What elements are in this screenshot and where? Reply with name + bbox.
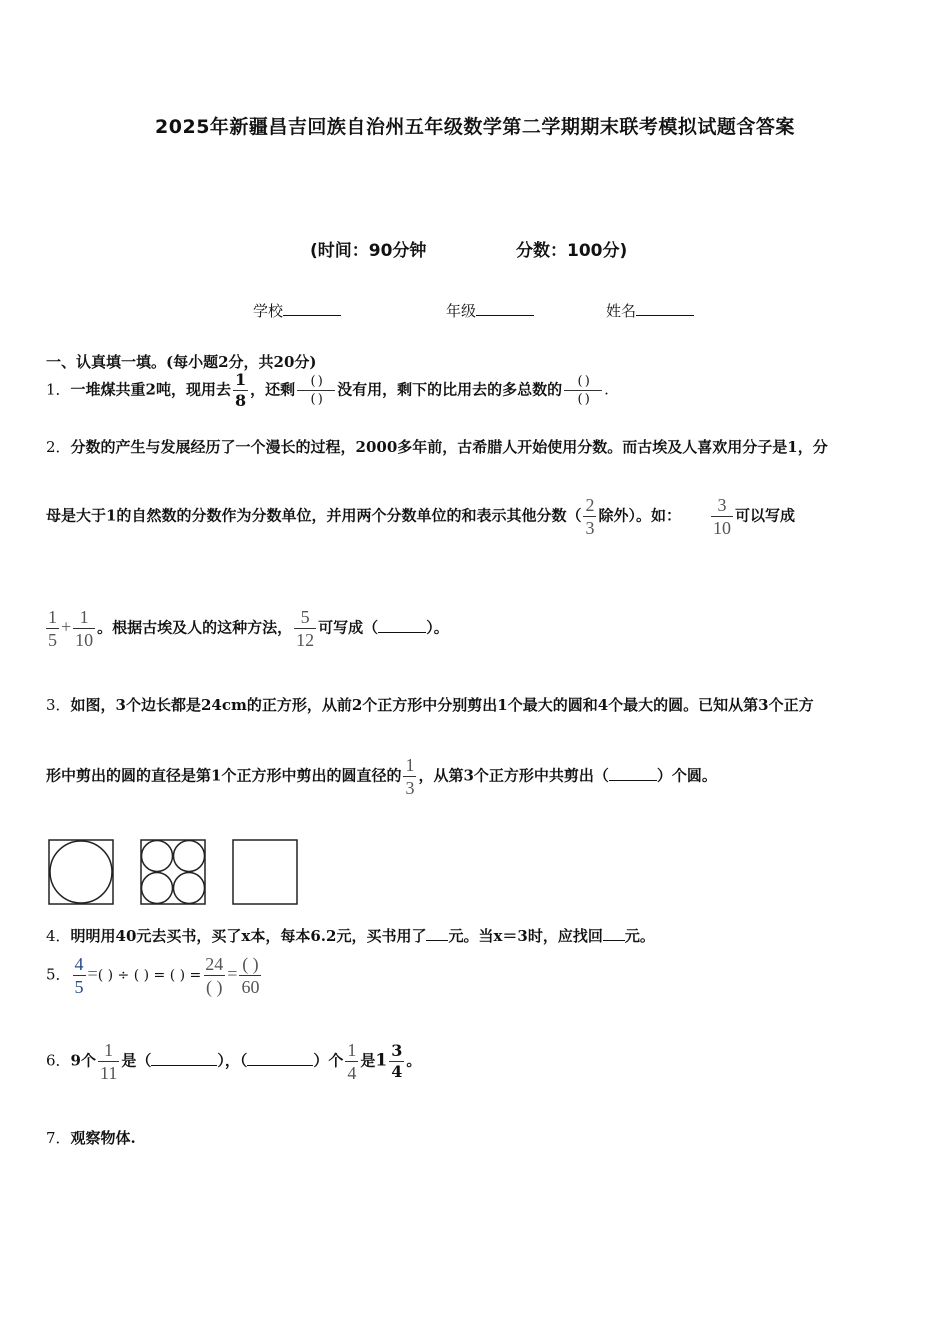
q6-text-1: 9个 [70, 1051, 96, 1070]
q6-mixed-whole: 1 [375, 1050, 388, 1071]
q4-text-1: 明明用40元去买书，买了x本，每本6.2元，买书用了 [70, 927, 427, 945]
q3-text-line-2a: 形中剪出的圆的直径是第1个正方形中剪出的圆直径的 [46, 766, 402, 785]
question-2-line-1 [46, 436, 828, 457]
q2-fraction-5-12: $\frac{5}{12}$ [296, 607, 315, 650]
q3-figure [46, 836, 302, 908]
name-blank [636, 315, 694, 316]
q3-fraction-1-3: $\frac{1}{3}$ [405, 755, 415, 798]
square-2-circle-1 [142, 841, 173, 872]
q5-equals-2: = [227, 963, 238, 984]
q2-text-line-3c: ）。 [426, 618, 449, 637]
q7-text: 观察物体. [70, 1129, 136, 1147]
q7-number: 7． [46, 1129, 71, 1147]
name-label: 姓名 [606, 302, 637, 320]
question-6 [46, 1041, 421, 1082]
school-label: 学校 [253, 302, 284, 320]
q5-middle: ( ) ÷ ( ) = ( ) = [97, 967, 202, 984]
q5-fraction-4-5: $\frac{4}{5}$ [74, 954, 84, 997]
q1-text-1: 一堆煤共重2吨，现用去 [70, 380, 231, 399]
q6-fraction-1-11: $\frac{1}{11}$ [99, 1040, 118, 1083]
q2-text-line-2c: 可以写成 [734, 506, 795, 525]
q6-blank-2 [247, 1065, 313, 1066]
q4-blank-1 [426, 940, 448, 941]
grade-label: 年级 [446, 302, 477, 320]
q6-text-2: 是（ [121, 1051, 152, 1070]
q2-plus: + [61, 616, 72, 637]
q3-number: 3． [46, 696, 71, 714]
section-heading: 一、认真填一填。(每小题2分，共20分) [46, 353, 317, 371]
q4-text-3: 元。 [624, 927, 655, 945]
q2-fraction-1-5: $\frac{1}{5}$ [48, 607, 57, 650]
q2-fraction-3-10: $\frac{3}{10}$ [712, 495, 731, 538]
q6-blank-1 [151, 1065, 217, 1066]
grade-blank [476, 315, 534, 316]
question-2-line-3 [44, 608, 449, 649]
question-1 [46, 372, 609, 409]
exam-score: 分数：100分) [516, 241, 628, 261]
q1-text-4: . [604, 380, 609, 399]
q1-number: 1． [46, 380, 71, 399]
q5-number: 5． [46, 965, 71, 984]
q5-fraction-24: $\frac{24}{( )}$ [205, 954, 224, 997]
q6-fraction-1-4: $\frac{1}{4}$ [347, 1040, 357, 1083]
square-2-circle-4 [174, 873, 205, 904]
question-3-line-2 [46, 756, 717, 797]
q6-text-3: ），（ [217, 1051, 248, 1070]
square-3 [233, 840, 297, 904]
q2-text-line-2b: 除外）。如： [598, 506, 681, 525]
document-title: 2025年新疆昌吉回族自治州五年级数学第二学期期末联考模拟试题含答案 [155, 116, 795, 138]
q6-text-6: 。 [406, 1051, 422, 1070]
q2-text-line-3b: 可写成（ [318, 618, 379, 637]
q2-fraction-2-3: $\frac{2}{3}$ [585, 495, 595, 538]
q3-text-line-2b: ，从第3个正方形中共剪出（ [418, 766, 609, 785]
square-2 [141, 840, 205, 904]
question-3-line-1 [46, 694, 814, 715]
q6-text-4: ）个 [313, 1051, 344, 1070]
q3-text-line-2c: ）个圆。 [656, 766, 717, 785]
q2-text-line-3a: 。根据古埃及人的这种方法， [97, 618, 293, 637]
question-2-line-2 [46, 496, 795, 537]
q5-equals-1: = [87, 963, 98, 984]
square-2-circle-3 [142, 873, 173, 904]
q4-number: 4． [46, 927, 71, 945]
square-2-circle-2 [174, 841, 205, 872]
square-1-circle [50, 841, 112, 903]
q2-text-line-2a: 母是大于1的自然数的分数作为分数单位，并用两个分数单位的和表示其他分数（ [46, 506, 582, 525]
school-field [253, 300, 341, 321]
q1-fraction-blank-1: $\frac{( )}{( )}$ [297, 375, 335, 406]
q2-answer-blank [378, 632, 426, 633]
q2-fraction-1-10: $\frac{1}{10}$ [75, 607, 94, 650]
question-7 [46, 1127, 136, 1148]
name-field [606, 300, 694, 321]
q6-fraction-3-4: $\frac{3}{4}$ [391, 1041, 403, 1081]
q2-text-line-1: 分数的产生与发展经历了一个漫长的过程，2000多年前，古希腊人开始使用分数。而古埃及人喜欢用分子是1，分 [70, 438, 828, 456]
q2-number: 2． [46, 438, 71, 456]
exam-time: (时间：90分钟 [310, 241, 427, 261]
q1-fraction-used: $\frac{1}{8}$ [235, 370, 247, 410]
school-blank [283, 315, 341, 316]
q4-text-2: 元。当x＝3时，应找回 [448, 927, 603, 945]
q3-text-line-1: 如图，3个边长都是24cm的正方形，从前2个正方形中分别剪出1个最大的圆和4个最大的圆。已知从第3个正方 [70, 696, 814, 714]
q3-answer-blank [609, 780, 657, 781]
grade-field [446, 300, 534, 321]
q5-fraction-60: $\frac{( )}{60}$ [241, 954, 260, 997]
q6-text-5: 是 [360, 1051, 376, 1070]
q1-fraction-blank-2: $\frac{( )}{( )}$ [564, 375, 602, 406]
q4-blank-2 [603, 940, 625, 941]
question-5 [46, 955, 263, 996]
question-4 [46, 925, 655, 946]
q1-text-2: ，还剩 [250, 380, 296, 399]
q1-text-3: 没有用，剩下的比用去的多总数的 [337, 380, 563, 399]
q6-number: 6． [46, 1051, 71, 1070]
